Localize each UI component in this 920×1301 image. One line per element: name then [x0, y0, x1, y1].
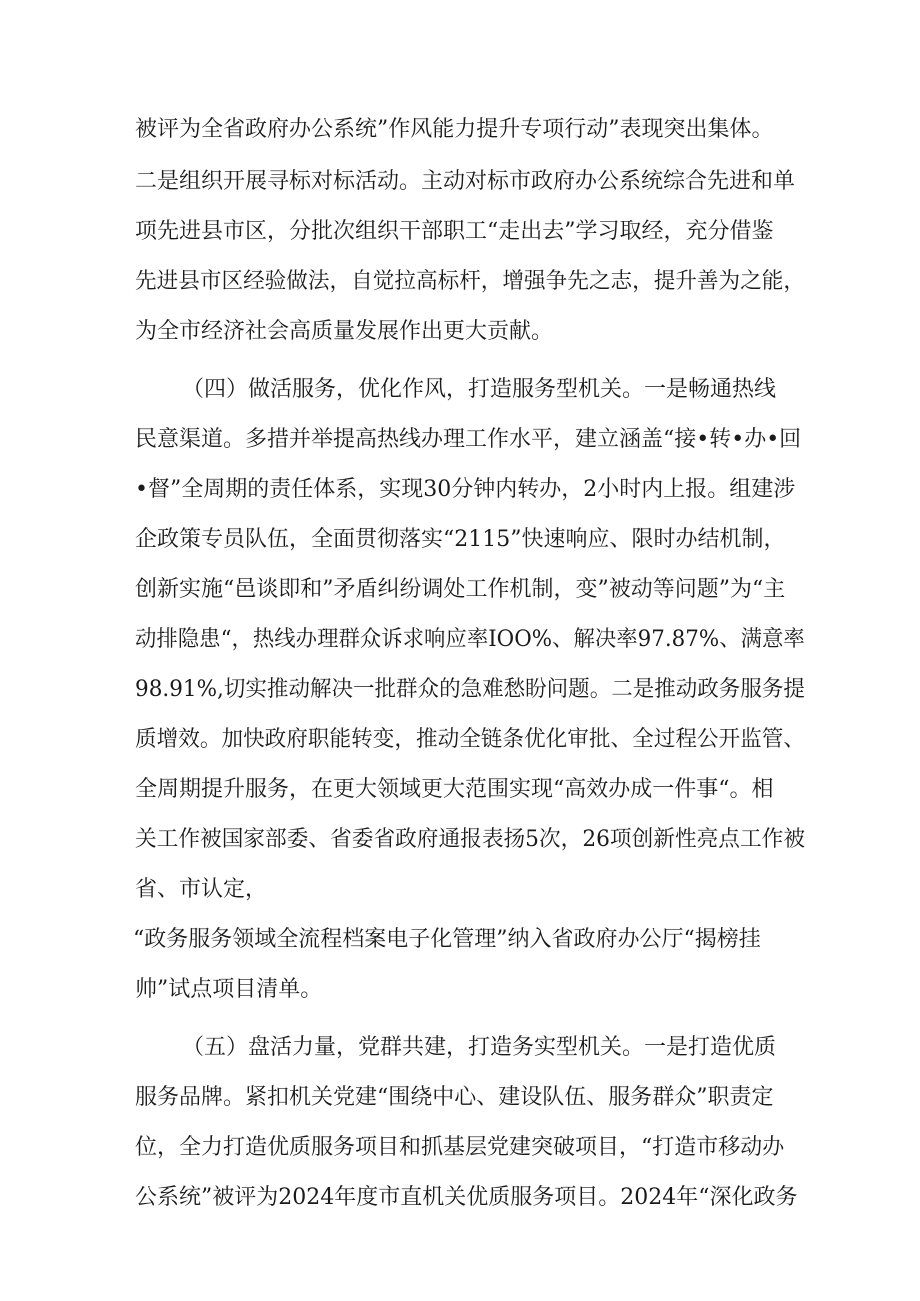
paragraph-heading-line: （四）做活服务，优化作风，打造服务型机关。一是畅通热线 [182, 377, 777, 402]
text-line: 为全市经济社会高质量发展作出更大贡献。 [135, 319, 554, 344]
text-line: 项先进县市区，分批次组织干部职工“走出去”学习取经，充分借鉴 [135, 219, 774, 244]
text-line: 先进县市区经验做法，自觉拉高标杆，增强争先之志，提升善为之能， [135, 269, 806, 294]
text-line: “政务服务领域全流程档案电子化管理”纳入省政府办公厅“揭榜挂 [133, 927, 761, 952]
text-line: 质增效。加快政府职能转变，推动全链条优化审批、全过程公开监管、 [135, 727, 806, 752]
text-line: 动排隐患“，热线办理群众诉求响应率IOO%、解决率97.87%、满意率 [135, 627, 805, 652]
text-line: 二是组织开展寻标对标活动。主动对标市政府办公系统综合先进和单 [135, 169, 796, 194]
text-line: 创新实施“邑谈即和”矛盾纠纷调处工作机制，变”被动等问题”为“主 [135, 577, 786, 602]
text-line: 帅”试点项目清单。 [135, 977, 323, 1002]
text-line: 关工作被国家部委、省委省政府通报表扬5次，26项创新性亮点工作被 [135, 827, 806, 852]
text-line: 98.91%,切实推动解决一批群众的急难愁盼问题。二是推动政务服务提 [135, 677, 805, 702]
text-line: 被评为全省政府办公系统”作风能力提升专项行动”表现突出集体。 [135, 117, 774, 142]
text-line: 全周期提升服务，在更大领域更大范围实现“高效办成一件事“。相 [135, 777, 774, 802]
text-line: 公系统”被评为2024年度市直机关优质服务项目。2024年“深化政务 [135, 1185, 798, 1210]
text-line: •督”全周期的责任体系，实现30分钟内转办，2小时内上报。组建涉 [135, 477, 796, 502]
text-line: 位，全力打造优质服务项目和抓基层党建突破项目，“打造市移动办 [135, 1135, 785, 1160]
text-line: 民意渠道。多措并举提高热线办理工作水平，建立涵盖“接•转•办•回 [135, 427, 802, 452]
text-line: 服务品牌。紧扣机关党建“围绕中心、建设队伍、服务群众”职责定 [135, 1085, 774, 1110]
paragraph-heading-line: （五）盘活力量，党群共建，打造务实型机关。一是打造优质 [182, 1035, 777, 1060]
text-line: 企政策专员队伍，全面贯彻落实“2115”快速响应、限时办结机制， [135, 527, 786, 552]
text-line: 省、市认定， [135, 877, 268, 902]
